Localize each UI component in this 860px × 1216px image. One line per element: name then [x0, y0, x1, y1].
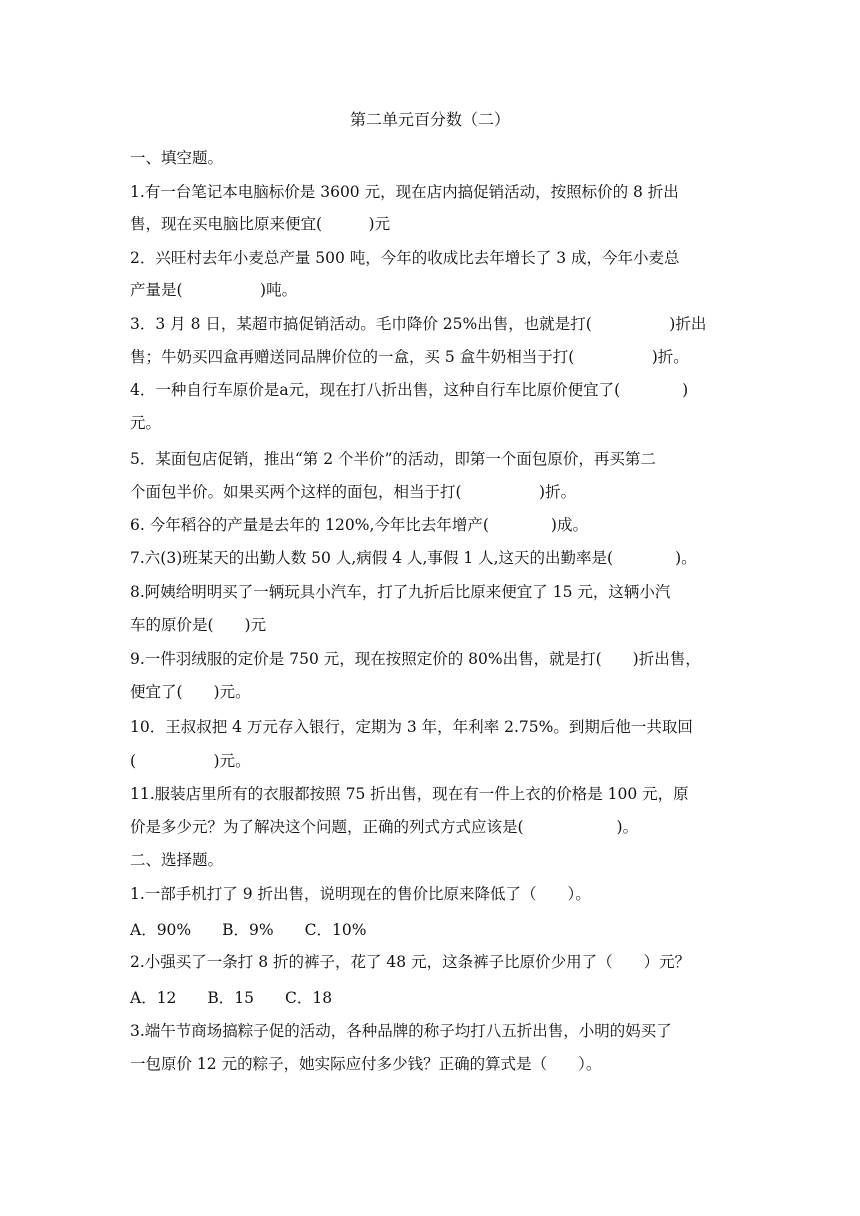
- question-line: 2.小强买了一条打 8 折的裤子，花了 48 元，这条裤子比原价少用了（ ）元？: [130, 953, 691, 971]
- question-line: 4．一种自行车原价是a元，现在打八折出售，这种自行车比原价便宜了( ): [130, 381, 689, 399]
- section-heading-multiple-choice: 二、选择题。: [130, 851, 224, 869]
- question-line: 价是多少元？为了解决这个问题，正确的列式方式应该是( )。: [130, 818, 639, 836]
- question-line: 售，现在买电脑比原来便宜( )元: [130, 215, 391, 233]
- section-heading-fill-blank: 一、填空题。: [130, 149, 224, 167]
- question-line: 元。: [130, 414, 162, 432]
- question-line: 10．王叔叔把 4 万元存入银行，定期为 3 年，年利率 2.75%。到期后他一共取回: [130, 718, 693, 736]
- question-line: 1.有一台笔记本电脑标价是 3600 元，现在店内搞促销活动，按照标价的 8 折出: [130, 183, 679, 201]
- question-line: 7.六(3)班某天的出勤人数 50 人,病假 4 人,事假 1 人,这天的出勤率是( )。: [130, 549, 697, 567]
- question-line: 5．某面包店促销，推出“第 2 个半价”的活动，即第一个面包原价，再买第二: [130, 450, 656, 468]
- question-line: 个面包半价。如果买两个这样的面包，相当于打( )折。: [130, 483, 577, 501]
- question-line: 车的原价是( )元: [130, 616, 267, 634]
- question-line: 2．兴旺村去年小麦总产量 500 吨，今年的收成比去年增长了 3 成，今年小麦总: [130, 249, 680, 267]
- question-line: 一包原价 12 元的粽子，她实际应付多少钱？正确的算式是（ ）。: [130, 1055, 602, 1073]
- page-title: 第二单元百分数（二）: [349, 110, 510, 129]
- question-line: 6. 今年稻谷的产量是去年的 120%,今年比去年增产( )成。: [130, 516, 588, 534]
- question-line: 9.一件羽绒服的定价是 750 元，现在按照定价的 80%出售，就是打( )折出售，: [130, 650, 701, 668]
- question-line: 售；牛奶买四盒再赠送同品牌价位的一盒，买 5 盒牛奶相当于打( )折。: [130, 348, 689, 366]
- question-line: 8.阿姨给明明买了一辆玩具小汽车，打了九折后比原来便宜了 15 元，这辆小汽: [130, 583, 671, 601]
- question-line: 1.一部手机打了 9 折出售，说明现在的售价比原来降低了（ ）。: [130, 885, 591, 903]
- question-line: 3.端午节商场搞粽子促的活动，各种品牌的称子均打八五折出售，小明的妈买了: [130, 1022, 672, 1040]
- question-line: 11.服装店里所有的衣服都按照 75 折出售，现在有一件上衣的价格是 100 元，原: [130, 785, 689, 803]
- question-line: 产量是( )吨。: [130, 281, 298, 299]
- answer-options: A．12 B．15 C．18: [130, 989, 333, 1007]
- answer-options: A．90% B．9% C．10%: [130, 921, 367, 939]
- question-line: 3．3 月 8 日，某超市搞促销活动。毛巾降价 25%出售，也就是打( )折出: [130, 315, 707, 333]
- question-line: ( )元。: [130, 752, 251, 770]
- question-line: 便宜了( )元。: [130, 683, 251, 701]
